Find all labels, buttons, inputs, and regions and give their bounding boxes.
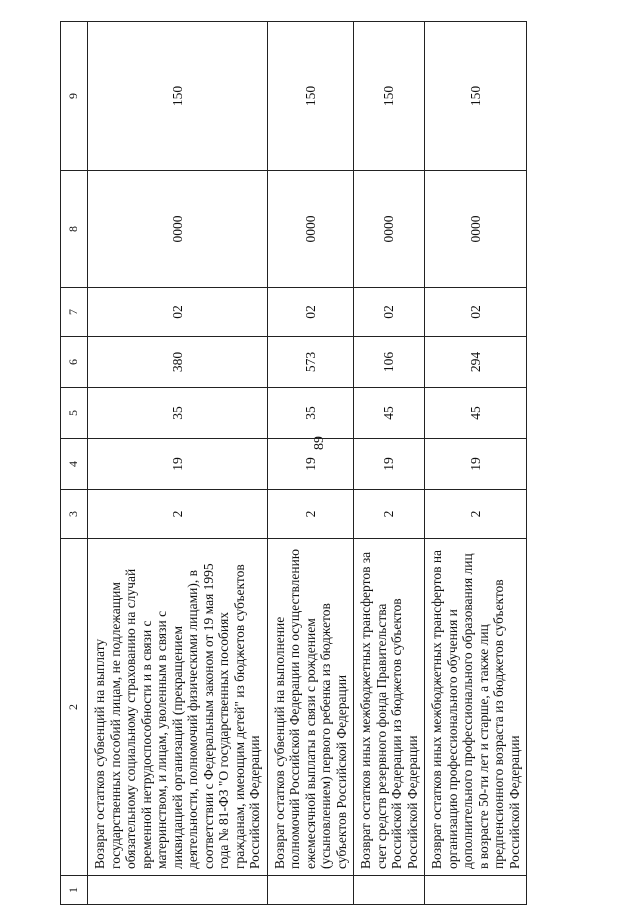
row-description: Возврат остатков иных межбюджетных трансфертов на организацию профессионального обучения и дополнительного профессионального образования лиц в возрасте 50-ти лет и старше, а также лиц предпенсионного возраста из бюджетов субъектов Российской Федерации xyxy=(425,539,527,876)
cell-code-7: 02 xyxy=(267,288,354,337)
cell-code-8: 0000 xyxy=(88,171,268,288)
column-header-3: 3 xyxy=(61,490,88,539)
cell-code-4: 19 xyxy=(267,439,354,490)
cell-code-5: 35 xyxy=(267,388,354,439)
cell-code-8: 0000 xyxy=(425,171,527,288)
table-row xyxy=(88,22,268,905)
cell-code-4: 19 xyxy=(425,439,527,490)
cell-code-3: 2 xyxy=(88,490,268,539)
cell-code-9: 150 xyxy=(354,22,425,171)
column-header-1: 1 xyxy=(61,876,88,905)
row-description: Возврат остатков иных межбюджетных трансфертов за счет средств резервного фонда Правительства Российской Федерации из бюджетов субъектов Российской Федерации xyxy=(354,539,425,876)
cell-code-8: 0000 xyxy=(354,171,425,288)
table-row xyxy=(354,22,425,905)
rotated-table-container xyxy=(60,85,522,905)
table-row xyxy=(267,22,354,905)
budget-codes-table xyxy=(60,21,527,905)
cell-code-6: 380 xyxy=(88,337,268,388)
cell-code-6: 573 xyxy=(267,337,354,388)
cell-code-7: 02 xyxy=(354,288,425,337)
row-description: Возврат остатков субвенций на выполнение полномочий Российской Федерации по осуществлению ежемесячной выплаты в связи с рождением (усыновлением) первого ребенка из бюджетов субъектов Российской Федерации xyxy=(267,539,354,876)
cell-code-4: 19 xyxy=(88,439,268,490)
cell-empty xyxy=(425,876,527,905)
cell-code-5: 45 xyxy=(354,388,425,439)
cell-code-4: 19 xyxy=(354,439,425,490)
cell-code-3: 2 xyxy=(354,490,425,539)
cell-code-7: 02 xyxy=(88,288,268,337)
column-header-2: 2 xyxy=(61,539,88,876)
cell-code-9: 150 xyxy=(425,22,527,171)
column-header-8: 8 xyxy=(61,171,88,288)
cell-code-6: 294 xyxy=(425,337,527,388)
column-header-5: 5 xyxy=(61,388,88,439)
cell-empty xyxy=(267,876,354,905)
cell-empty xyxy=(354,876,425,905)
table-row xyxy=(425,22,527,905)
column-header-4: 4 xyxy=(61,439,88,490)
page-number: 89 xyxy=(312,436,327,450)
cell-code-5: 45 xyxy=(425,388,527,439)
row-description: Возврат остатков субвенций на выплату государственных пособий лицам, не подлежащим обязательному социальному страхованию на случай временной нетрудоспособности и в связи с материнством, и лицам, уволенным в связи с ликвидацией организаций (прекращением деятельности, полномочий физическими лицами), в соответствии с Федеральным законом от 19 мая 1995 года № 81-ФЗ "О государственных пособиях гражданам, имеющим детей" из бюджетов субъектов Российской Федерации xyxy=(88,539,268,876)
cell-code-9: 150 xyxy=(88,22,268,171)
cell-code-7: 02 xyxy=(425,288,527,337)
cell-code-6: 106 xyxy=(354,337,425,388)
column-header-9: 9 xyxy=(61,22,88,171)
column-header-7: 7 xyxy=(61,288,88,337)
table-header-row xyxy=(61,22,88,905)
cell-code-5: 35 xyxy=(88,388,268,439)
cell-code-3: 2 xyxy=(267,490,354,539)
column-header-6: 6 xyxy=(61,337,88,388)
cell-code-3: 2 xyxy=(425,490,527,539)
cell-code-9: 150 xyxy=(267,22,354,171)
cell-code-8: 0000 xyxy=(267,171,354,288)
cell-empty xyxy=(88,876,268,905)
